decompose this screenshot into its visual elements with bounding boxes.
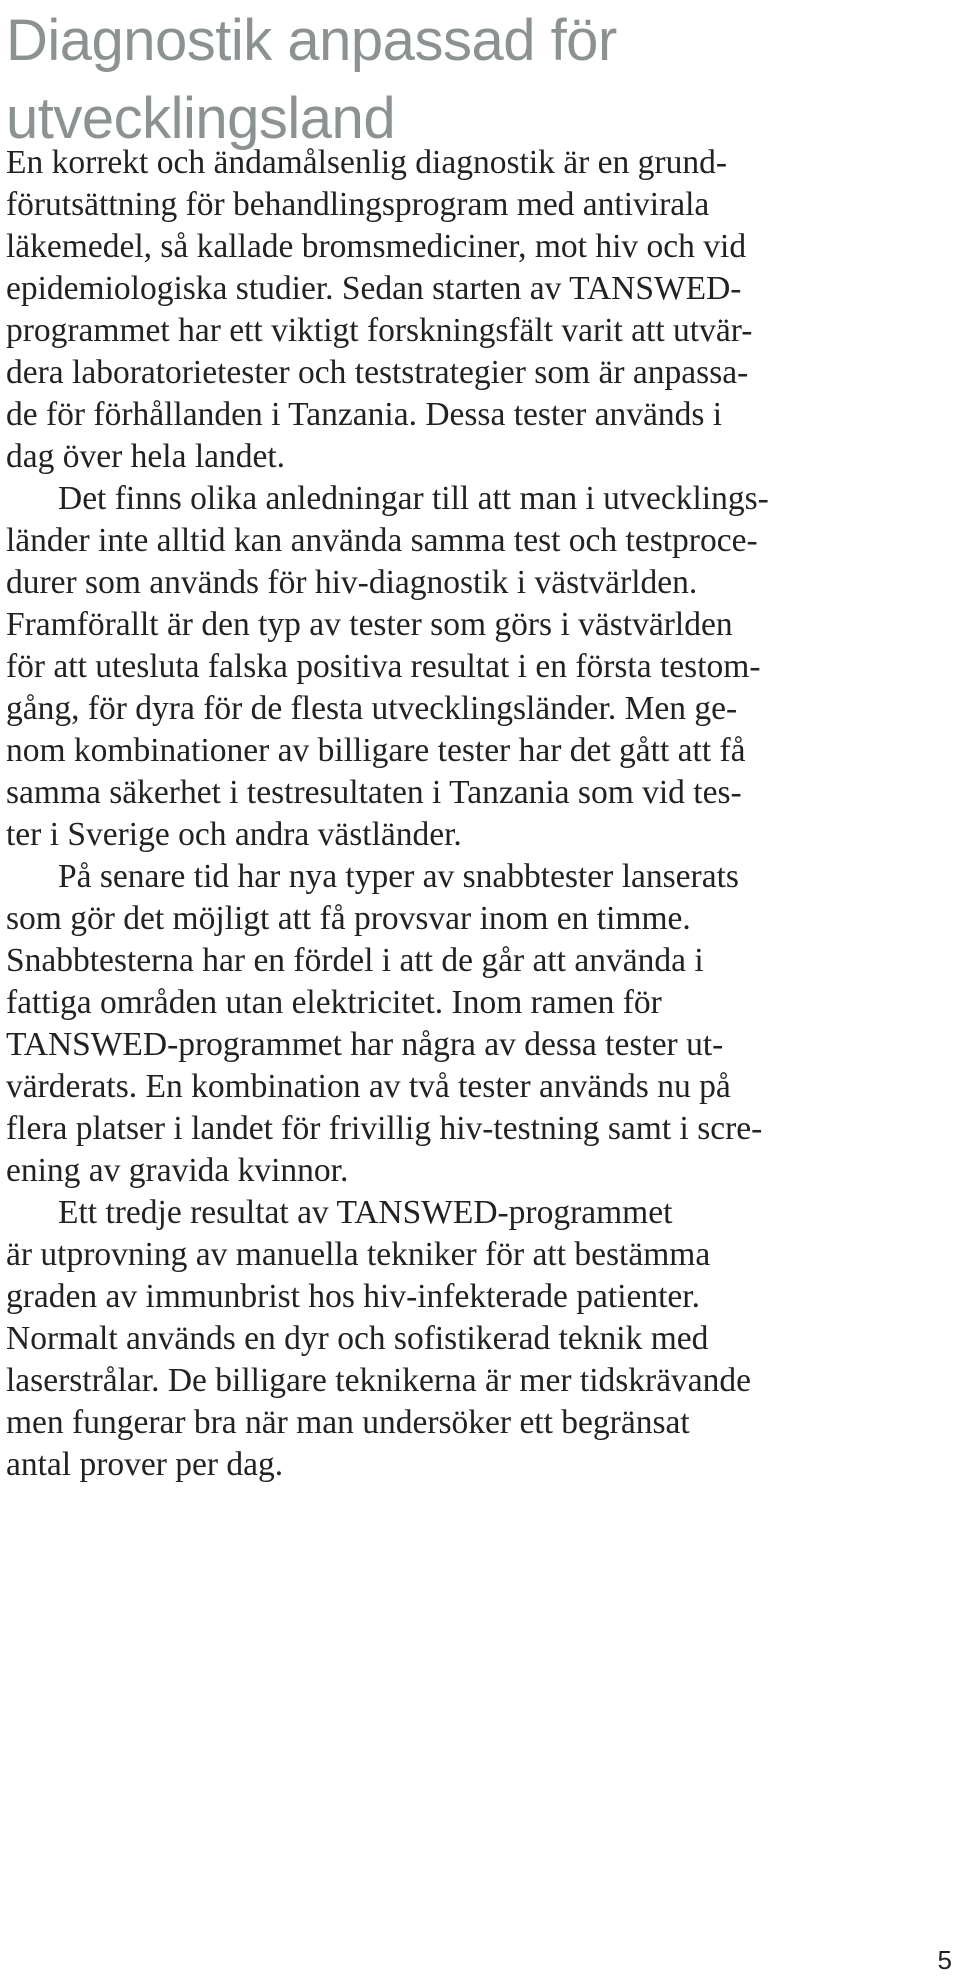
text-line: epidemiologiska studier. Sedan starten av TANSWED- [6,270,742,307]
text-line: antal prover per dag. [6,1446,284,1483]
text-line: programmet har ett viktigt forskningsfält varit att utvär- [6,312,753,349]
text-line: förutsättning för behandlingsprogram med antivirala [6,186,710,223]
text-line: samma säkerhet i testresultaten i Tanzania som vid tes- [6,774,742,811]
page-number: 5 [937,1945,952,1975]
text-line: som gör det möjligt att få provsvar inom en timme. [6,900,691,937]
text-line: En korrekt och ändamålsenlig diagnostik är en grund- [6,144,727,181]
text-line: graden av immunbrist hos hiv-infekterade patienter. [6,1278,700,1315]
text-line: är utprovning av manuella tekniker för att bestämma [6,1236,711,1273]
text-line: länder inte alltid kan använda samma test och testproce- [6,522,758,559]
text-line: gång, för dyra för de flesta utvecklingsländer. Men ge- [6,690,738,727]
title-line-1: Diagnostik anpassad för [6,8,617,73]
text-line: dera laboratorietester och teststrategier som är anpassa- [6,354,749,391]
text-line: Framförallt är den typ av tester som görs i västvärlden [6,606,733,643]
text-line: flera platser i landet för frivillig hiv-testning samt i scre- [6,1110,763,1147]
text-line: Det finns olika anledningar till att man i utvecklings- [58,480,769,517]
text-line: men fungerar bra när man undersöker ett begränsat [6,1404,690,1441]
text-line: Ett tredje resultat av TANSWED-programmet [58,1194,673,1231]
text-line: för att utesluta falska positiva resultat i en första testom- [6,648,761,685]
page-title [6,2,906,158]
text-line: de för förhållanden i Tanzania. Dessa tester används i [6,396,723,433]
text-line: laserstrålar. De billigare teknikerna är mer tidskrävande [6,1362,752,1399]
text-line: nom kombinationer av billigare tester har det gått att få [6,732,746,769]
text-line: Snabbtesterna har en fördel i att de går att använda i [6,942,704,979]
text-line: ening av gravida kvinnor. [6,1152,349,1189]
text-line: På senare tid har nya typer av snabbtester lanserats [58,858,739,895]
text-line: TANSWED-programmet har några av dessa tester ut- [6,1026,724,1063]
title-line-2: utvecklingsland [6,86,396,151]
text-line: dag över hela landet. [6,438,286,475]
text-line: Normalt används en dyr och sofistikerad teknik med [6,1320,709,1357]
text-line: durer som används för hiv-diagnostik i västvärlden. [6,564,698,601]
text-line: ter i Sverige och andra västländer. [6,816,462,853]
text-line: fattiga områden utan elektricitet. Inom ramen för [6,984,662,1021]
text-line: värderats. En kombination av två tester används nu på [6,1068,731,1105]
text-line: läkemedel, så kallade bromsmediciner, mot hiv och vid [6,228,747,265]
